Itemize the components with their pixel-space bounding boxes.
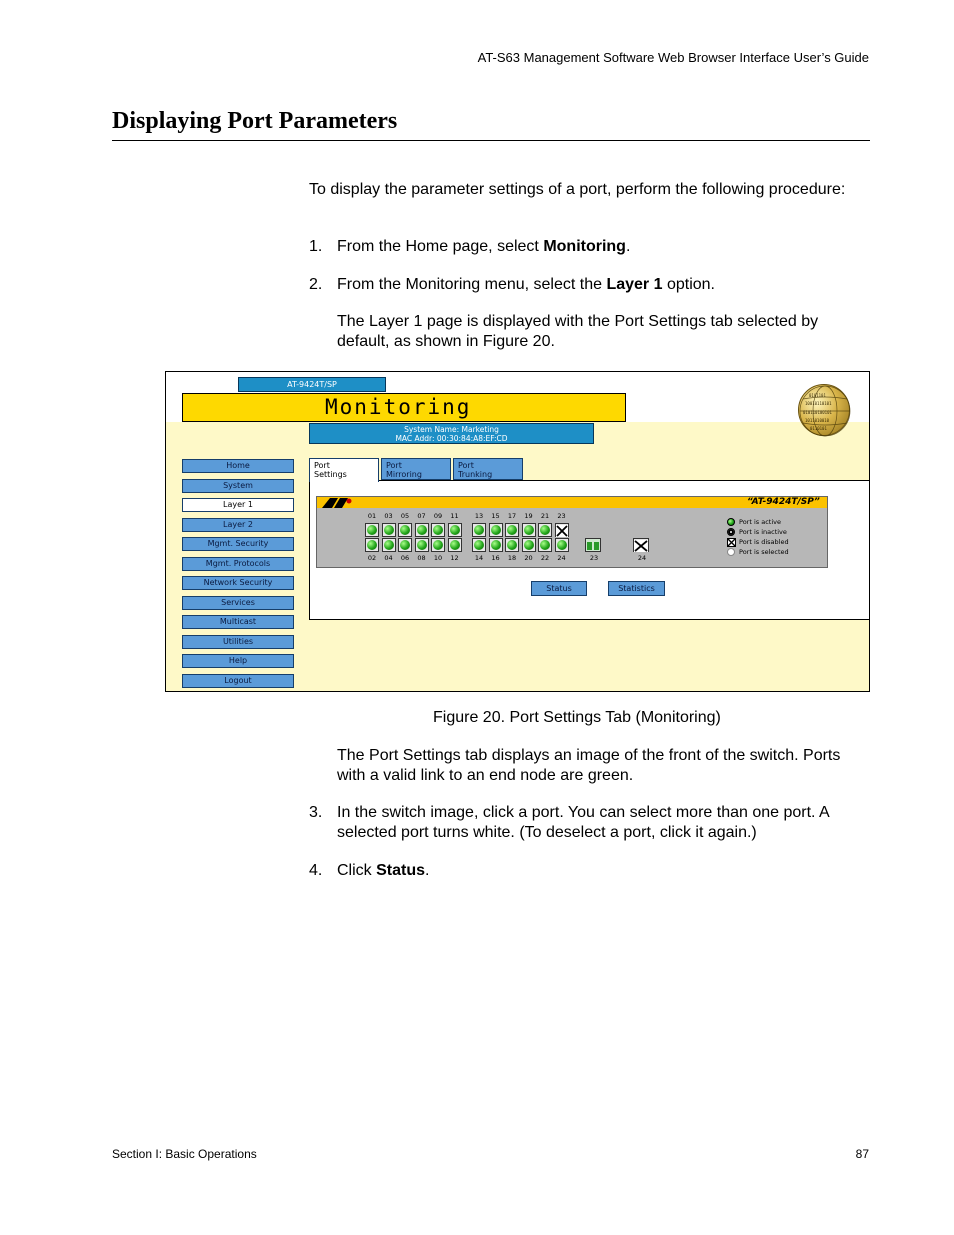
switch-model-text: AT-9424T/SP [751, 497, 815, 507]
tab-port-mirroring-line2: Mirroring [386, 470, 422, 479]
legend-active-icon [727, 518, 735, 526]
tab-port-trunking[interactable] [453, 458, 523, 480]
port-link-led [417, 525, 427, 535]
switch-port[interactable] [472, 538, 486, 552]
port-link-led [417, 540, 427, 550]
switch-port[interactable] [505, 538, 519, 552]
switch-port[interactable] [431, 523, 445, 537]
port-link-led [474, 540, 484, 550]
figure-screenshot [165, 371, 870, 692]
switch-port[interactable] [415, 538, 429, 552]
nav-utilities[interactable]: Utilities [182, 635, 294, 649]
port-link-led [450, 540, 460, 550]
port-link-led [400, 525, 410, 535]
port-link-led [384, 540, 394, 550]
port-link-led [367, 540, 377, 550]
port-number-top: 19 [524, 512, 533, 520]
after-figure-paragraph: The Port Settings tab displays an image of the front of the switch. Ports with a valid link to an end node are green. [337, 747, 841, 784]
sfp-active-icon [586, 540, 600, 552]
port-number-top: 17 [507, 512, 517, 520]
tab-port-trunking-line2: Trunking [458, 470, 493, 479]
port-number-bottom: 20 [524, 554, 533, 562]
port-number-top: 05 [400, 512, 410, 520]
port-number-bottom: 06 [400, 554, 410, 562]
switch-port[interactable] [415, 523, 429, 537]
step-2-post: option. [662, 276, 715, 293]
section-title: Displaying Port Parameters [112, 108, 398, 134]
device-model-tab: AT-9424T/SP [238, 377, 386, 392]
port-link-led [433, 525, 443, 535]
switch-port[interactable] [382, 523, 396, 537]
sfp-port[interactable] [585, 538, 601, 552]
port-number-bottom: 12 [450, 554, 459, 562]
footer-page-number: 87 [855, 1147, 869, 1161]
svg-text:10010110101: 10010110101 [805, 401, 832, 406]
tab-port-settings-line2: Settings [314, 470, 347, 479]
switch-front-image [316, 496, 828, 568]
tab-port-settings-line1: Port [314, 461, 330, 470]
port-number-bottom: 08 [417, 554, 426, 562]
port-number-top: 23 [557, 512, 566, 520]
legend-inactive: Port is inactive [739, 528, 787, 536]
switch-port[interactable] [431, 538, 445, 552]
port-link-led [491, 525, 501, 535]
step-2-number: 2. [309, 276, 323, 293]
switch-port[interactable] [538, 523, 552, 537]
globe-logo-icon [798, 384, 850, 436]
running-header: AT-S63 Management Software Web Browser Interface User’s Guide [477, 50, 869, 65]
port-link-led [433, 540, 443, 550]
nav-help[interactable]: Help [182, 654, 294, 668]
port-number-bottom: 22 [540, 554, 550, 562]
step-4-pre: Click [337, 862, 377, 879]
switch-port[interactable] [448, 538, 462, 552]
step-3-text: In the switch image, click a port. You can select more than one port. A selected port turns white. (To deselect a port, click it again.) [337, 804, 829, 841]
port-number-bottom: 10 [433, 554, 443, 562]
monitoring-banner: Monitoring [182, 393, 626, 422]
port-link-led [491, 540, 501, 550]
legend-disabled-icon [727, 538, 736, 547]
port-number-top: 07 [417, 512, 426, 520]
nav-layer-1[interactable]: Layer 1 [182, 498, 294, 512]
tab-port-mirroring[interactable] [381, 458, 451, 480]
legend-inactive-icon [727, 528, 735, 536]
port-disabled-icon [556, 525, 568, 537]
nav-layer-2[interactable]: Layer 2 [182, 518, 294, 532]
port-link-led [507, 540, 517, 550]
svg-text:0110101: 0110101 [810, 426, 827, 431]
switch-port[interactable] [398, 538, 412, 552]
step-1-text [337, 237, 872, 257]
svg-text:0101101: 0101101 [809, 393, 826, 398]
port-number-top: 09 [433, 512, 443, 520]
port-link-led [557, 540, 567, 550]
step-1-post: . [625, 238, 631, 255]
port-number-bottom: 14 [474, 554, 484, 562]
port-number-top: 13 [474, 512, 484, 520]
switch-port[interactable] [555, 523, 569, 537]
port-number-bottom: 16 [491, 554, 500, 562]
title-rule [112, 140, 870, 141]
port-number-top: 21 [540, 512, 550, 520]
figure-caption: Figure 20. Port Settings Tab (Monitoring) [433, 709, 721, 726]
port-link-led [540, 525, 550, 535]
system-info-box [309, 423, 594, 444]
step-4-text [337, 861, 872, 881]
switch-port[interactable] [382, 538, 396, 552]
mac-address: MAC Addr: 00:30:84:A8:EF:CD [395, 434, 508, 443]
legend-disabled: Port is disabled [739, 538, 789, 546]
switch-port[interactable] [522, 523, 536, 537]
port-number-bottom: 18 [507, 554, 517, 562]
step-1-bold: Monitoring [543, 238, 626, 255]
svg-text:1011010010: 1011010010 [805, 418, 830, 423]
port-link-led [474, 525, 484, 535]
allied-telesyn-logo-icon [322, 498, 352, 508]
port-number-bottom: 02 [367, 554, 377, 562]
step-4-bold: Status [376, 862, 426, 879]
port-number-bottom: 24 [557, 554, 566, 562]
step-2-bold: Layer 1 [606, 276, 663, 293]
tab-port-settings[interactable] [309, 458, 379, 482]
tab-port-mirroring-line1: Port [386, 461, 402, 470]
sfp-port-number: 23 [589, 554, 599, 562]
port-link-led [524, 540, 534, 550]
switch-port[interactable] [555, 538, 569, 552]
switch-port[interactable] [365, 538, 379, 552]
port-link-led [450, 525, 460, 535]
switch-port[interactable] [538, 538, 552, 552]
tab-port-trunking-line1: Port [458, 461, 474, 470]
footer-section: Section I: Basic Operations [112, 1147, 257, 1161]
nav-multicast[interactable]: Multicast [182, 615, 294, 629]
nav-services[interactable]: Services [182, 596, 294, 610]
port-link-led [384, 525, 394, 535]
port-link-led [524, 525, 534, 535]
port-number-top: 15 [491, 512, 500, 520]
system-name: System Name: Marketing [404, 425, 499, 434]
switch-port[interactable] [522, 538, 536, 552]
switch-port[interactable] [472, 523, 486, 537]
step-4-post: . [425, 862, 430, 879]
port-link-led [367, 525, 377, 535]
switch-port[interactable] [489, 523, 503, 537]
switch-port[interactable] [398, 523, 412, 537]
sfp-port-number: 24 [637, 554, 647, 562]
switch-port[interactable] [505, 523, 519, 537]
port-link-led [507, 525, 517, 535]
nav-home[interactable]: Home [182, 459, 294, 473]
step-4-number: 4. [309, 862, 323, 879]
port-number-top: 01 [367, 512, 377, 520]
nav-network-security[interactable]: Network Security [182, 576, 294, 590]
legend-selected-icon [727, 548, 735, 556]
nav-mgmt-protocols[interactable]: Mgmt. Protocols [182, 557, 294, 571]
step-1-pre: From the Home page, select [337, 238, 544, 255]
port-number-bottom: 04 [384, 554, 393, 562]
port-number-top: 03 [384, 512, 393, 520]
port-number-top: 11 [450, 512, 459, 520]
switch-port[interactable] [448, 523, 462, 537]
legend-selected: Port is selected [739, 548, 789, 556]
step-2-note: The Layer 1 page is displayed with the Port Settings tab selected by default, as shown in Figure 20. [337, 313, 819, 350]
legend-active: Port is active [739, 518, 781, 526]
statistics-button[interactable]: Statistics [608, 581, 665, 596]
sfp-disabled-icon [634, 540, 648, 552]
switch-port[interactable] [365, 523, 379, 537]
step-2-text [337, 275, 872, 295]
nav-system[interactable]: System [182, 479, 294, 493]
nav-mgmt-security[interactable]: Mgmt. Security [182, 537, 294, 551]
nav-logout[interactable]: Logout [182, 674, 294, 688]
switch-model-label: “AT-9424T/SP” [747, 497, 820, 507]
svg-text:010110100101: 010110100101 [803, 410, 832, 415]
step-1-number: 1. [309, 238, 323, 255]
step-3-number: 3. [309, 804, 323, 821]
step-2-pre: From the Monitoring menu, select the [337, 276, 607, 293]
status-button[interactable]: Status [531, 581, 587, 596]
port-link-led [400, 540, 410, 550]
port-link-led [540, 540, 550, 550]
switch-port[interactable] [489, 538, 503, 552]
intro-paragraph: To display the parameter settings of a port, perform the following procedure: [309, 181, 846, 198]
sfp-port[interactable] [633, 538, 649, 552]
